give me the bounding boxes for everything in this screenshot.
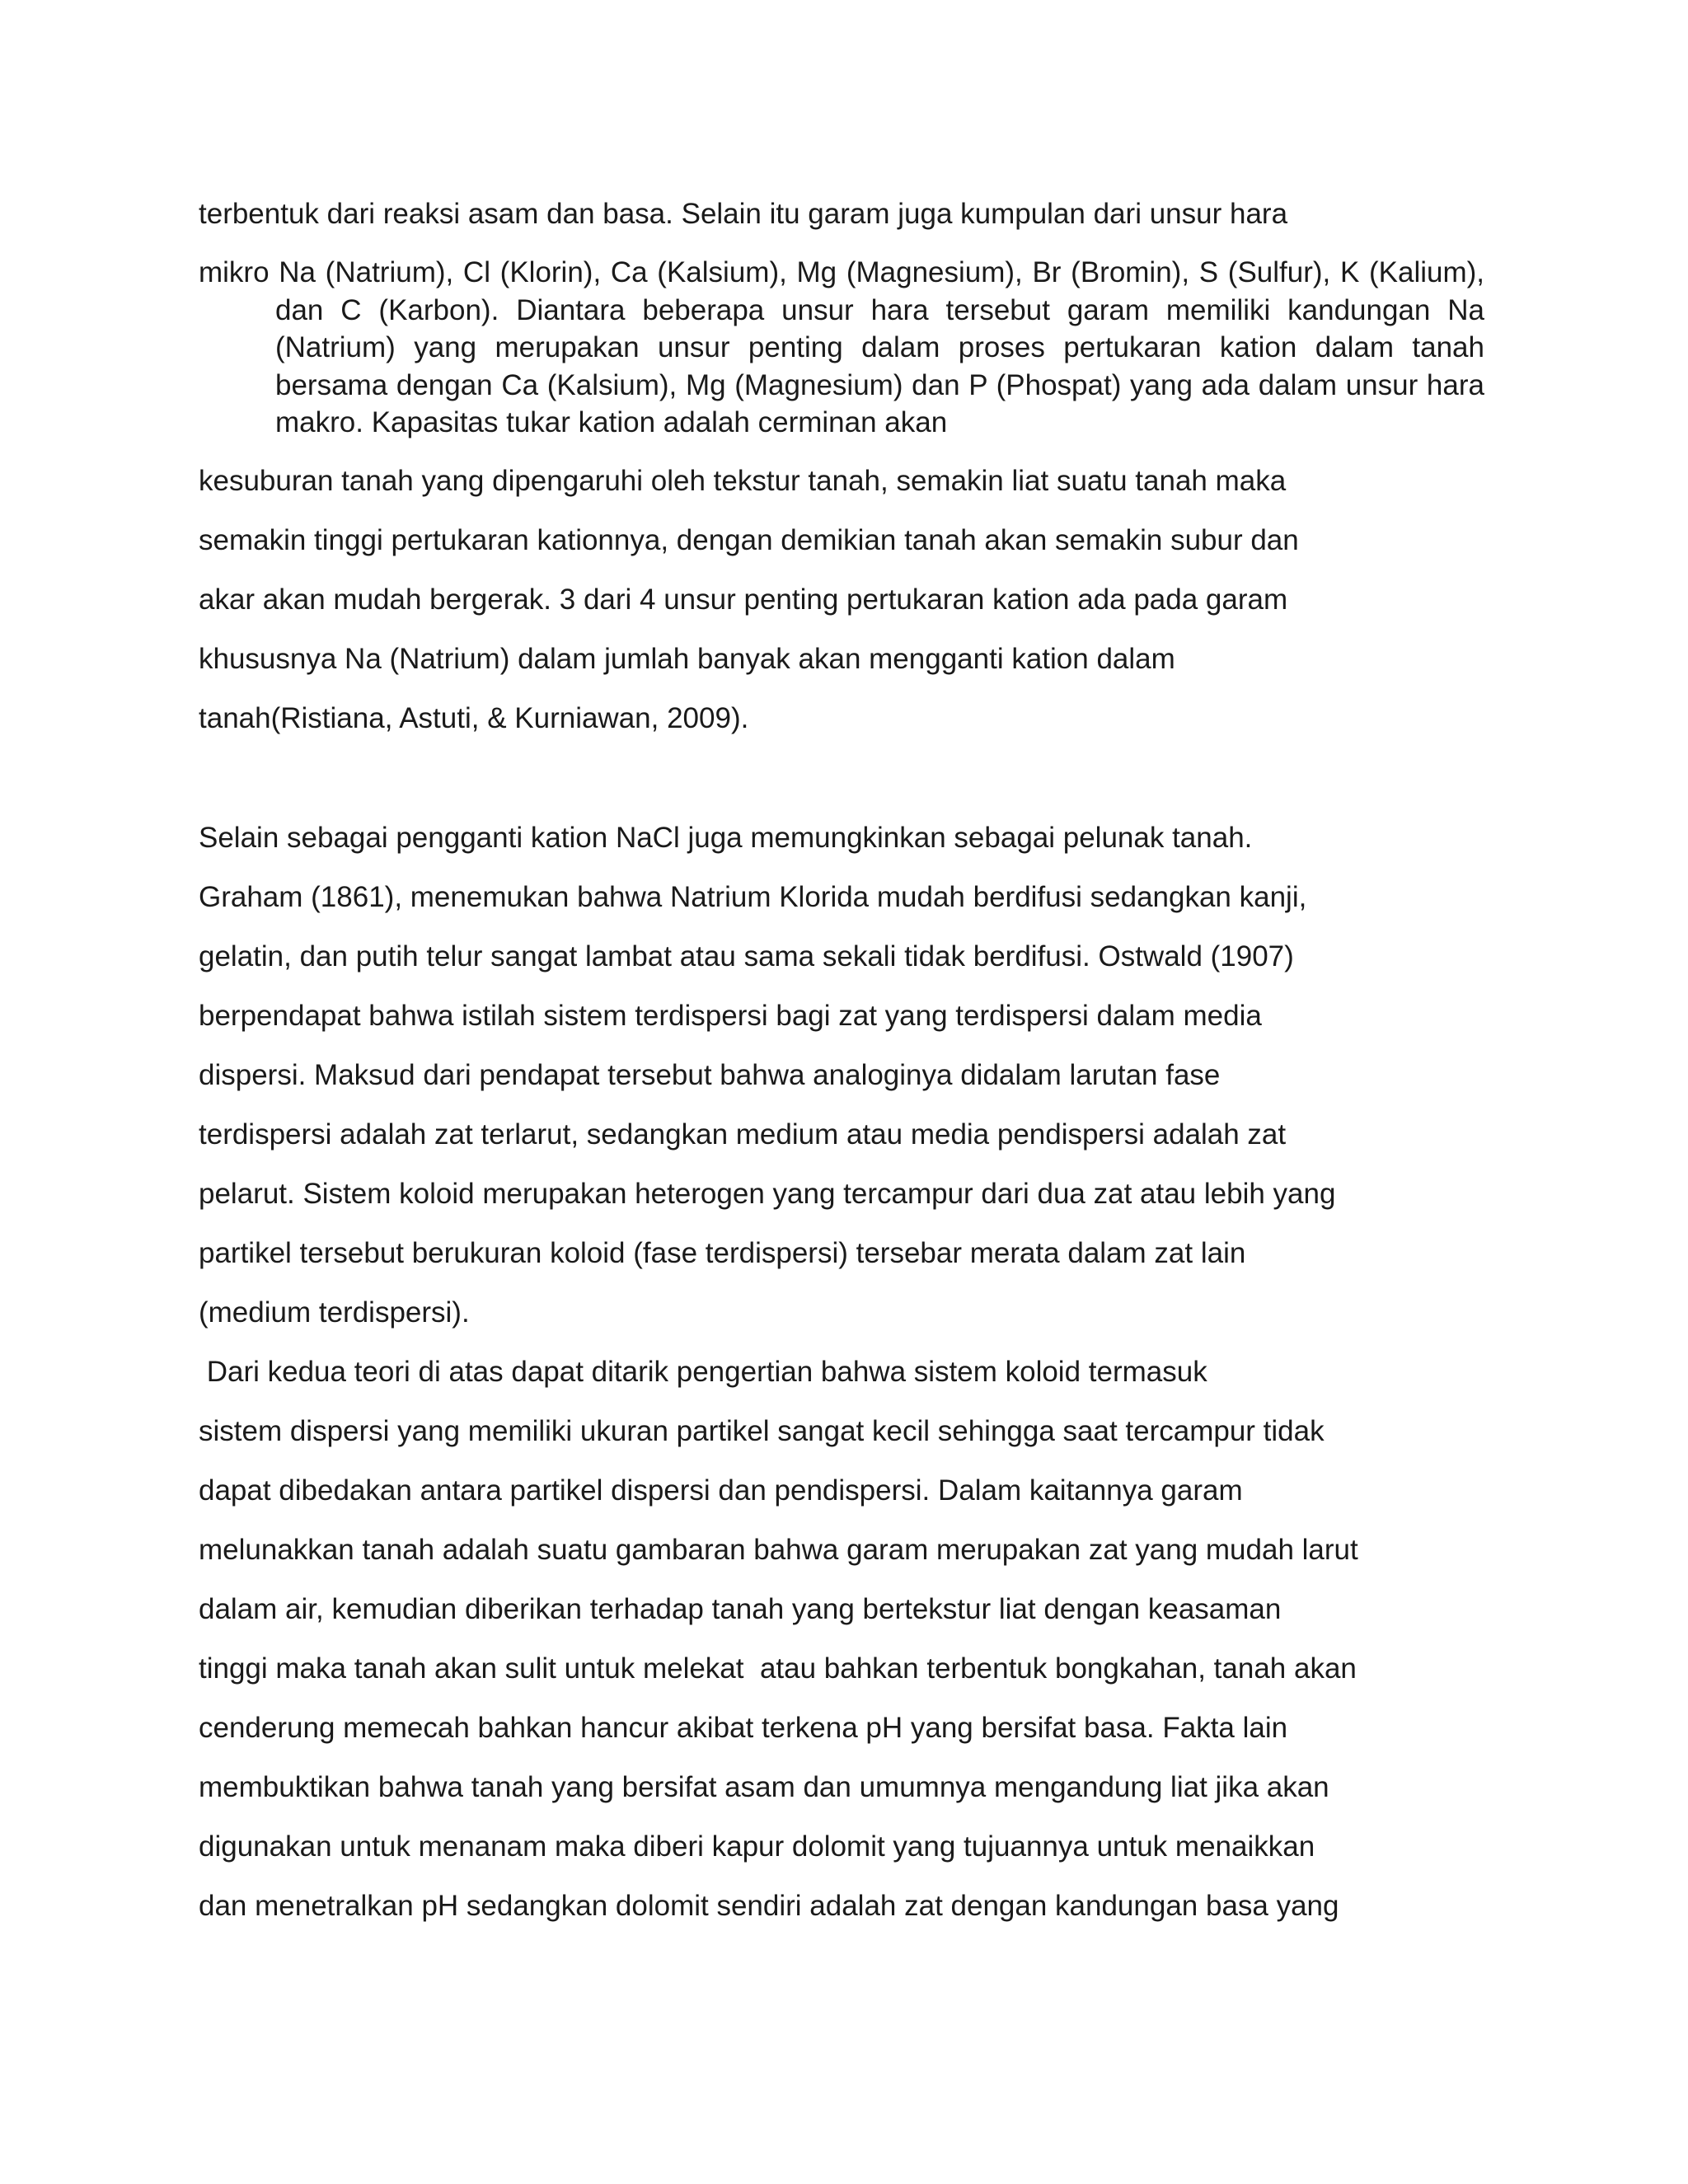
text-line: (medium terdispersi).	[199, 1296, 470, 1329]
text-line: Dari kedua teori di atas dapat ditarik pengertian bahwa sistem koloid termasuk	[199, 1356, 1207, 1388]
text-line: dan menetralkan pH sedangkan dolomit sendiri adalah zat dengan kandungan basa yang	[199, 1890, 1339, 1922]
text-line: kesuburan tanah yang dipengaruhi oleh tekstur tanah, semakin liat suatu tanah maka	[199, 465, 1287, 497]
hanging-indent-paragraph: mikro Na (Natrium), Cl (Klorin), Ca (Kalsium), Mg (Magnesium), Br (Bromin), S (Sulfur), K (Kalium), dan C (Karbon). Diantara beberapa unsur hara tersebut garam memiliki kandungan Na (Natrium) yang merupakan unsur penting dalam proses pertukaran kation dalam tanah bersama dengan Ca (Kalsium), Mg (Magnesium) dan P (Phospat) yang ada dalam unsur hara makro. Kapasitas tukar kation adalah cerminan akan	[199, 256, 1484, 438]
text-line: terdispersi adalah zat terlarut, sedangkan medium atau media pendispersi adalah zat	[199, 1118, 1287, 1151]
text-line: digunakan untuk menanam maka diberi kapur dolomit yang tujuannya untuk menaikkan	[199, 1830, 1315, 1863]
text-line: melunakkan tanah adalah suatu gambaran bahwa garam merupakan zat yang mudah larut	[199, 1534, 1358, 1566]
text-line: dispersi. Maksud dari pendapat tersebut bahwa analoginya didalam larutan fase	[199, 1059, 1221, 1091]
text-line: Graham (1861), menemukan bahwa Natrium Klorida mudah berdifusi sedangkan kanji,	[199, 881, 1307, 913]
text-line: tinggi maka tanah akan sulit untuk melekat atau bahkan terbentuk bongkahan, tanah akan	[199, 1652, 1357, 1685]
text-line: Selain sebagai pengganti kation NaCl juga memungkinkan sebagai pelunak tanah.	[199, 822, 1253, 854]
text-line: partikel tersebut berukuran koloid (fase terdispersi) tersebar merata dalam zat lain	[199, 1237, 1246, 1269]
text-line: akar akan mudah bergerak. 3 dari 4 unsur penting pertukaran kation ada pada garam	[199, 583, 1288, 616]
text-line: gelatin, dan putih telur sangat lambat atau sama sekali tidak berdifusi. Ostwald (1907)	[199, 940, 1294, 972]
text-line: khususnya Na (Natrium) dalam jumlah banyak akan mengganti kation dalam	[199, 643, 1175, 675]
text-line: cenderung memecah bahkan hancur akibat terkena pH yang bersifat basa. Fakta lain	[199, 1712, 1288, 1744]
text-line: tanah(Ristiana, Astuti, & Kurniawan, 2009).	[199, 702, 749, 734]
text-line: semakin tinggi pertukaran kationnya, dengan demikian tanah akan semakin subur dan	[199, 524, 1299, 556]
text-line: terbentuk dari reaksi asam dan basa. Selain itu garam juga kumpulan dari unsur hara	[199, 198, 1288, 230]
text-line: dalam air, kemudian diberikan terhadap tanah yang bertekstur liat dengan keasaman	[199, 1593, 1282, 1625]
text-line: sistem dispersi yang memiliki ukuran partikel sangat kecil sehingga saat tercampur tidak	[199, 1415, 1325, 1447]
text-line: berpendapat bahwa istilah sistem terdispersi bagi zat yang terdispersi dalam media	[199, 1000, 1262, 1032]
text-line: pelarut. Sistem koloid merupakan heterogen yang tercampur dari dua zat atau lebih yang	[199, 1178, 1336, 1210]
text-line: membuktikan bahwa tanah yang bersifat asam dan umumnya mengandung liat jika akan	[199, 1771, 1329, 1803]
text-line: dapat dibedakan antara partikel dispersi dan pendispersi. Dalam kaitannya garam	[199, 1474, 1243, 1507]
